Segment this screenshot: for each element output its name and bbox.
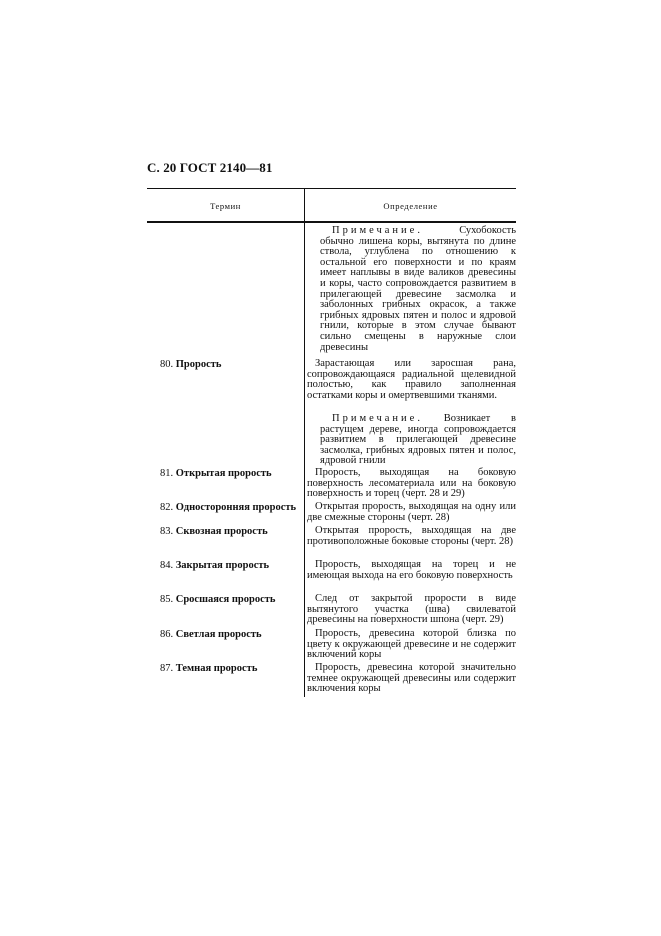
definition-cell xyxy=(307,526,516,547)
term-number: 85. xyxy=(160,594,174,605)
term-name: Прорость xyxy=(175,359,222,370)
note-label: Примечание. xyxy=(332,225,423,236)
term-cell xyxy=(160,594,275,605)
term-number: 81. xyxy=(160,468,174,479)
term-cell xyxy=(160,629,262,640)
term-number: 82. xyxy=(160,502,174,513)
term-number: 83. xyxy=(160,526,174,537)
definition-text: Прорость, древесина которой значительно темнее окружающей древесины или содержит включения коры xyxy=(307,662,516,695)
term-cell xyxy=(160,359,221,370)
definition-cell xyxy=(307,629,516,661)
table-top-rule xyxy=(147,188,516,189)
definition-cell xyxy=(307,502,516,523)
note-text: Возникает в растущем дереве, иногда сопровождается развитием в прилегающей древесине засмолка, грибных ядровых пятен и полос, ядровой гнили xyxy=(320,413,516,467)
column-header-term: Термин xyxy=(210,201,241,211)
term-name: Односторонняя прорость xyxy=(175,502,297,513)
table-header-rule xyxy=(147,221,516,223)
term-cell xyxy=(160,502,296,513)
definition-cell xyxy=(307,468,516,500)
definition-text: Зарастающая или заросшая рана, сопровождающаяся радиальной щелевидной полостью, как правило заполненная остатками коры и омертвевшими тканями. xyxy=(307,358,516,401)
definition-text: Прорость, выходящая на торец и не имеющая выхода на его боковую поверхность xyxy=(307,559,516,581)
term-number: 86. xyxy=(160,629,174,640)
term-cell xyxy=(160,526,268,537)
definition-text: Открытая прорость, выходящая на одну или две смежные стороны (черт. 28) xyxy=(307,501,516,523)
definition-cell xyxy=(307,663,516,695)
term-cell xyxy=(160,663,257,674)
note-text: Сухобокость обычно лишена коры, вытянута по длине ствола, углублена по отношению к остальной его поверхности и по краям имеет наплывы в виде валиков древесины и коры, часто сопровождается развитием в прилегающей древесине засмолка и заболонных грибных окрасок, а также грибных ядровых пятен и полос и ядровой гнили, которые в этом случае бывают сильно смещены в наружные слои древесины xyxy=(320,225,516,353)
term-cell xyxy=(160,468,272,479)
term-name: Закрытая прорость xyxy=(175,560,270,571)
term-name: Сросшаяся прорость xyxy=(175,594,276,605)
term-name: Светлая прорость xyxy=(175,629,262,640)
definition-cell xyxy=(307,560,516,581)
term-name: Темная прорость xyxy=(175,663,258,674)
page-header: С. 20 ГОСТ 2140—81 xyxy=(147,160,273,175)
term-number: 80. xyxy=(160,359,174,370)
term-name: Открытая прорость xyxy=(175,468,272,479)
row-note xyxy=(320,414,516,467)
term-cell xyxy=(160,560,269,571)
definition-cell xyxy=(307,594,516,626)
column-header-definition: Определение xyxy=(383,201,438,211)
definition-text: Открытая прорость, выходящая на две противоположные боковые стороны (черт. 28) xyxy=(307,525,516,547)
column-divider xyxy=(304,188,305,697)
definition-text: Прорость, древесина которой близка по цвету к окружающей древесине и не содержит включений коры xyxy=(307,628,516,661)
definition-cell xyxy=(307,359,516,401)
term-number: 84. xyxy=(160,560,174,571)
definition-text: След от закрытой прорости в виде вытянутого участка (шва) свилеватой древесины на поверхности шпона (черт. 29) xyxy=(307,593,516,626)
continued-note xyxy=(320,226,516,353)
definition-text: Прорость, выходящая на боковую поверхность лесоматериала или на боковую поверхность и торец (черт. 28 и 29) xyxy=(307,467,516,500)
term-name: Сквозная прорость xyxy=(175,526,268,537)
term-number: 87. xyxy=(160,663,174,674)
note-label: Примечание. xyxy=(332,413,423,424)
